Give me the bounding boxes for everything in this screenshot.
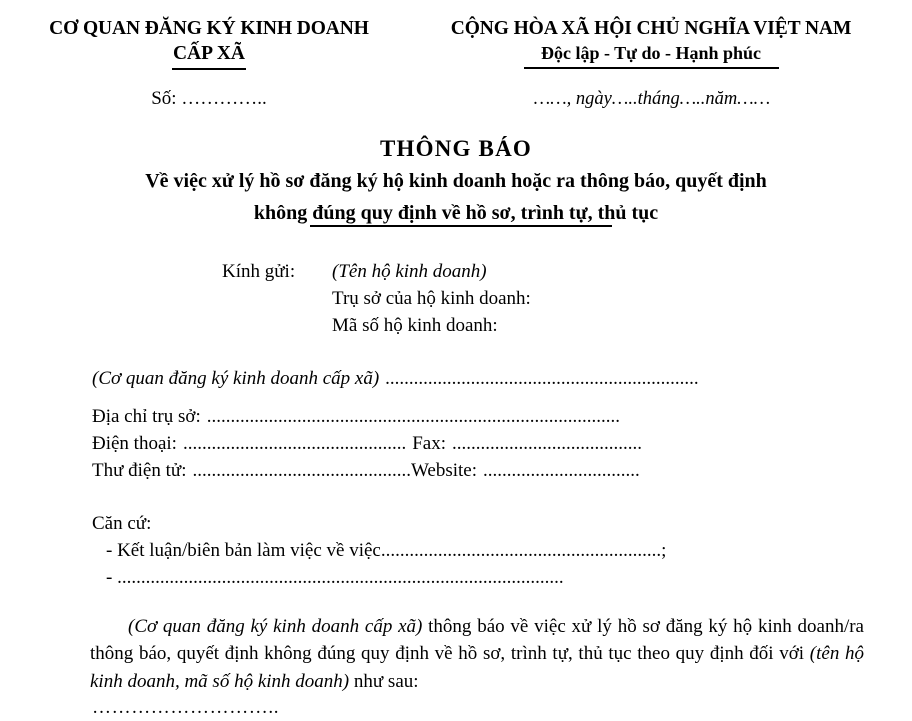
closing-text-part2: thông báo về việc xử lý hồ sơ đăng ký hộ kinh doanh/ra thông báo, quyết định không đúng quy định về hồ sơ, trình tự, thủ tục theo quy định đối với	[90, 615, 864, 665]
document-subtitle-line1: Về việc xử lý hồ sơ đăng ký hộ kinh doanh hoặc ra thông báo, quyết định	[145, 169, 767, 192]
agency-email-dots: ..............................................	[192, 459, 411, 481]
agency-fax-label: Fax:	[412, 432, 446, 454]
basis-item-2	[92, 564, 864, 591]
recipient-name-placeholder: (Tên hộ kinh doanh)	[332, 260, 487, 282]
recipient-label: Kính gửi:	[222, 260, 296, 282]
basis-item-2-dots: - ..............................................................................................	[106, 566, 564, 588]
basis-block	[0, 510, 912, 591]
agency-address-dots: .......................................................................................	[206, 405, 620, 427]
recipient-name-row	[222, 258, 912, 285]
national-motto-underline	[524, 67, 779, 69]
document-subtitle-underline	[310, 225, 612, 227]
closing-agency-placeholder: (Cơ quan đăng ký kinh doanh cấp xã)	[128, 615, 423, 637]
agency-email-label: Thư điện tử:	[92, 459, 187, 481]
issuing-agency-underline	[172, 68, 246, 70]
agency-info-block	[0, 365, 912, 484]
issuing-agency-line1: CƠ QUAN ĐĂNG KÝ KINH DOANH	[49, 18, 369, 39]
agency-website-label: Website:	[410, 459, 477, 481]
agency-address-row	[92, 403, 864, 430]
document-subtitle-line2: không đúng quy định về hồ sơ, trình tự, thủ tục	[253, 201, 659, 224]
agency-phone-dots: ...............................................	[182, 432, 407, 454]
agency-website-dots: .................................	[483, 459, 640, 481]
closing-paragraph	[0, 613, 912, 696]
document-number-field: Số: …………..	[151, 87, 267, 109]
agency-phone-fax-row	[92, 430, 864, 457]
issuing-agency-line2: CẤP XÃ	[172, 43, 246, 64]
recipient-block	[0, 258, 912, 339]
recipient-code-label: Mã số hộ kinh doanh:	[332, 314, 498, 336]
agency-name-placeholder: (Cơ quan đăng ký kinh doanh cấp xã)	[92, 367, 380, 389]
basis-item-1-label: - Kết luận/biên bản làm việc về việc	[106, 539, 381, 561]
agency-name-row	[92, 365, 864, 392]
basis-item-1-dots: ...........................................................;	[380, 539, 667, 561]
document-subtitle-line2-inner	[254, 199, 658, 228]
closing-text-part4: như sau:	[349, 670, 419, 692]
document-header	[0, 0, 912, 70]
national-motto: Độc lập - Tự do - Hạnh phúc	[540, 43, 762, 63]
recipient-address-label: Trụ sở của hộ kinh doanh:	[332, 287, 531, 309]
agency-address-label: Địa chỉ trụ sở:	[92, 405, 201, 427]
document-date-field: ……, ngày…..tháng…..năm……	[533, 88, 771, 109]
document-title-block	[0, 134, 912, 228]
closing-household-placeholder: (tên hộ kinh doanh, mã số hộ kinh doanh)	[90, 643, 865, 692]
basis-heading: Căn cứ:	[92, 512, 152, 534]
closing-tail-dots: ………………………..	[92, 697, 280, 719]
issuing-agency-block	[0, 16, 400, 70]
agency-name-dots: ..................................................................	[385, 367, 699, 389]
document-subtitle-line2-wrap	[0, 199, 912, 228]
agency-email-website-row	[92, 457, 864, 484]
country-name: CỘNG HÒA XÃ HỘI CHỦ NGHĨA VIỆT NAM	[450, 18, 852, 39]
document-title: THÔNG BÁO	[379, 135, 532, 161]
agency-contact-block	[92, 403, 864, 484]
basis-item-1	[92, 537, 864, 564]
national-header-block	[400, 16, 912, 69]
agency-phone-label: Điện thoại:	[92, 432, 177, 454]
agency-fax-dots: ........................................	[451, 432, 642, 454]
number-and-date-row	[0, 86, 912, 112]
